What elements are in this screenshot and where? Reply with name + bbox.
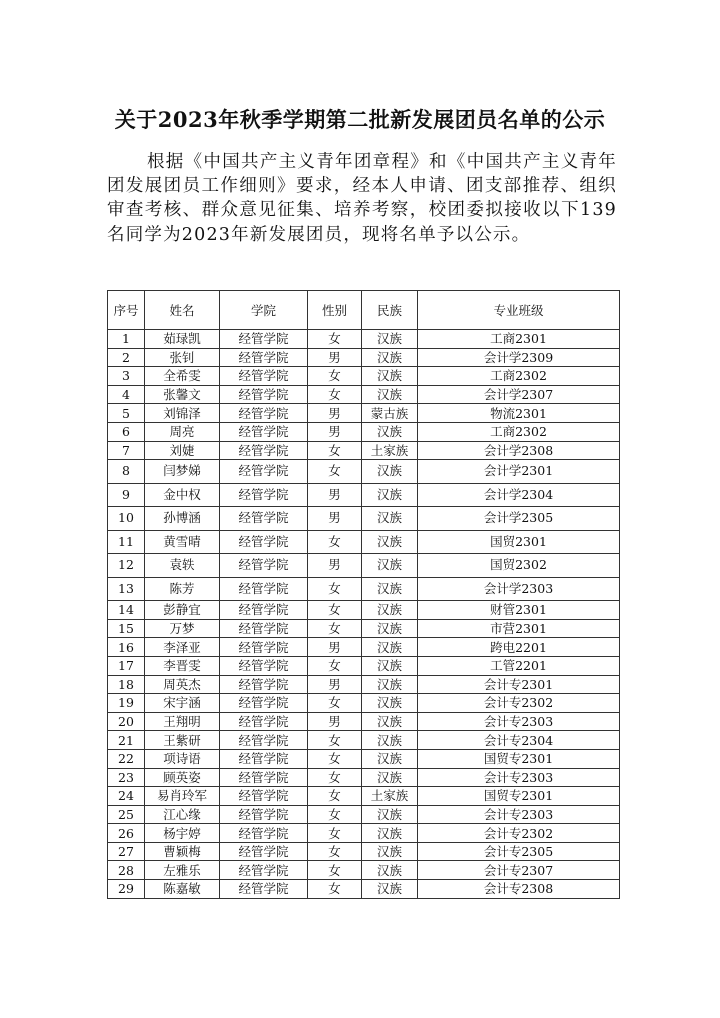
cell-seq: 23 — [108, 768, 145, 787]
cell-name: 刘婕 — [145, 441, 220, 460]
cell-name: 李泽亚 — [145, 638, 220, 657]
cell-seq: 6 — [108, 422, 145, 441]
cell-name: 张钊 — [145, 348, 220, 367]
cell-class: 会计专2303 — [418, 805, 620, 824]
cell-class: 会计专2307 — [418, 861, 620, 880]
table-row — [108, 749, 620, 768]
table-header-row — [108, 291, 620, 330]
cell-name: 左雅乐 — [145, 861, 220, 880]
cell-class: 工商2302 — [418, 367, 620, 386]
cell-college: 经管学院 — [220, 422, 308, 441]
cell-class: 会计专2304 — [418, 731, 620, 750]
cell-class: 会计专2302 — [418, 824, 620, 843]
cell-ethnicity: 汉族 — [362, 675, 418, 694]
cell-ethnicity: 汉族 — [362, 577, 418, 601]
cell-ethnicity: 汉族 — [362, 530, 418, 554]
cell-class: 国贸2301 — [418, 530, 620, 554]
cell-college: 经管学院 — [220, 507, 308, 531]
cell-college: 经管学院 — [220, 577, 308, 601]
cell-ethnicity: 汉族 — [362, 483, 418, 507]
cell-ethnicity: 汉族 — [362, 824, 418, 843]
table-row — [108, 554, 620, 578]
cell-name: 杨宇婷 — [145, 824, 220, 843]
cell-gender: 女 — [308, 880, 362, 899]
cell-name: 张馨文 — [145, 385, 220, 404]
cell-seq: 22 — [108, 749, 145, 768]
table-row — [108, 422, 620, 441]
cell-college: 经管学院 — [220, 656, 308, 675]
cell-name: 闫梦娣 — [145, 460, 220, 484]
cell-name: 茹琭凯 — [145, 330, 220, 349]
cell-college: 经管学院 — [220, 367, 308, 386]
cell-college: 经管学院 — [220, 530, 308, 554]
cell-gender: 女 — [308, 787, 362, 806]
cell-class: 会计专2308 — [418, 880, 620, 899]
cell-name: 周亮 — [145, 422, 220, 441]
cell-college: 经管学院 — [220, 601, 308, 620]
cell-college: 经管学院 — [220, 842, 308, 861]
cell-ethnicity: 汉族 — [362, 330, 418, 349]
cell-class: 市营2301 — [418, 619, 620, 638]
cell-ethnicity: 汉族 — [362, 422, 418, 441]
cell-gender: 女 — [308, 861, 362, 880]
cell-college: 经管学院 — [220, 731, 308, 750]
cell-gender: 男 — [308, 507, 362, 531]
cell-gender: 女 — [308, 530, 362, 554]
cell-gender: 男 — [308, 404, 362, 423]
cell-college: 经管学院 — [220, 330, 308, 349]
cell-gender: 男 — [308, 483, 362, 507]
cell-seq: 16 — [108, 638, 145, 657]
cell-college: 经管学院 — [220, 460, 308, 484]
cell-name: 金中权 — [145, 483, 220, 507]
cell-gender: 男 — [308, 712, 362, 731]
cell-seq: 2 — [108, 348, 145, 367]
cell-name: 王紫研 — [145, 731, 220, 750]
table-row — [108, 507, 620, 531]
cell-ethnicity: 汉族 — [362, 619, 418, 638]
table-row — [108, 861, 620, 880]
header-gender: 性别 — [308, 291, 362, 330]
cell-ethnicity: 汉族 — [362, 385, 418, 404]
cell-gender: 女 — [308, 330, 362, 349]
cell-college: 经管学院 — [220, 348, 308, 367]
table-row — [108, 483, 620, 507]
cell-class: 工商2301 — [418, 330, 620, 349]
cell-name: 陈嘉敏 — [145, 880, 220, 899]
cell-seq: 27 — [108, 842, 145, 861]
cell-college: 经管学院 — [220, 768, 308, 787]
cell-college: 经管学院 — [220, 483, 308, 507]
table-row — [108, 577, 620, 601]
cell-gender: 男 — [308, 348, 362, 367]
cell-gender: 女 — [308, 577, 362, 601]
table-row — [108, 638, 620, 657]
cell-seq: 11 — [108, 530, 145, 554]
cell-ethnicity: 汉族 — [362, 694, 418, 713]
cell-seq: 5 — [108, 404, 145, 423]
table-row — [108, 824, 620, 843]
cell-college: 经管学院 — [220, 712, 308, 731]
cell-class: 跨电2201 — [418, 638, 620, 657]
table-row — [108, 441, 620, 460]
cell-ethnicity: 汉族 — [362, 768, 418, 787]
cell-class: 会计学2308 — [418, 441, 620, 460]
cell-name: 顾英姿 — [145, 768, 220, 787]
cell-seq: 20 — [108, 712, 145, 731]
table-row — [108, 675, 620, 694]
cell-ethnicity: 汉族 — [362, 507, 418, 531]
cell-ethnicity: 汉族 — [362, 601, 418, 620]
header-class: 专业班级 — [418, 291, 620, 330]
cell-gender: 女 — [308, 601, 362, 620]
cell-seq: 13 — [108, 577, 145, 601]
table-row — [108, 880, 620, 899]
cell-seq: 18 — [108, 675, 145, 694]
cell-class: 会计学2309 — [418, 348, 620, 367]
cell-seq: 1 — [108, 330, 145, 349]
table-row — [108, 787, 620, 806]
cell-college: 经管学院 — [220, 824, 308, 843]
cell-ethnicity: 汉族 — [362, 554, 418, 578]
cell-name: 李晋雯 — [145, 656, 220, 675]
cell-seq: 29 — [108, 880, 145, 899]
cell-name: 刘锦泽 — [145, 404, 220, 423]
cell-college: 经管学院 — [220, 404, 308, 423]
cell-college: 经管学院 — [220, 694, 308, 713]
table-row — [108, 330, 620, 349]
cell-ethnicity: 汉族 — [362, 749, 418, 768]
cell-ethnicity: 汉族 — [362, 460, 418, 484]
cell-name: 曹颖梅 — [145, 842, 220, 861]
cell-ethnicity: 蒙古族 — [362, 404, 418, 423]
table-row — [108, 731, 620, 750]
header-seq: 序号 — [108, 291, 145, 330]
header-name: 姓名 — [145, 291, 220, 330]
cell-gender: 男 — [308, 554, 362, 578]
table-row — [108, 530, 620, 554]
notice-paragraph: 根据《中国共产主义青年团章程》和《中国共产主义青年团发展团员工作细则》要求，经本人申请、团支部推荐、组织审查考核、群众意见征集、培养考察，校团委拟接收以下139名同学为2023年新发展团员，现将名单予以公示。 — [107, 152, 617, 245]
cell-class: 工商2302 — [418, 422, 620, 441]
cell-seq: 3 — [108, 367, 145, 386]
cell-gender: 女 — [308, 385, 362, 404]
cell-class: 国贸专2301 — [418, 787, 620, 806]
cell-seq: 14 — [108, 601, 145, 620]
cell-seq: 21 — [108, 731, 145, 750]
cell-name: 王翔明 — [145, 712, 220, 731]
cell-gender: 女 — [308, 824, 362, 843]
cell-seq: 8 — [108, 460, 145, 484]
cell-name: 陈芳 — [145, 577, 220, 601]
table-row — [108, 712, 620, 731]
cell-college: 经管学院 — [220, 749, 308, 768]
cell-name: 黄雪晴 — [145, 530, 220, 554]
cell-seq: 4 — [108, 385, 145, 404]
cell-college: 经管学院 — [220, 619, 308, 638]
cell-ethnicity: 土家族 — [362, 441, 418, 460]
cell-class: 会计专2303 — [418, 712, 620, 731]
cell-college: 经管学院 — [220, 880, 308, 899]
cell-seq: 7 — [108, 441, 145, 460]
cell-class: 物流2301 — [418, 404, 620, 423]
cell-gender: 男 — [308, 638, 362, 657]
cell-class: 会计专2302 — [418, 694, 620, 713]
table-row — [108, 656, 620, 675]
cell-seq: 10 — [108, 507, 145, 531]
cell-gender: 女 — [308, 805, 362, 824]
cell-gender: 女 — [308, 619, 362, 638]
cell-college: 经管学院 — [220, 554, 308, 578]
cell-ethnicity: 汉族 — [362, 861, 418, 880]
cell-seq: 25 — [108, 805, 145, 824]
cell-class: 会计学2304 — [418, 483, 620, 507]
cell-name: 江心缘 — [145, 805, 220, 824]
cell-class: 财管2301 — [418, 601, 620, 620]
cell-seq: 9 — [108, 483, 145, 507]
page-title: 关于2023年秋季学期第二批新发展团员名单的公示 — [114, 107, 606, 132]
cell-college: 经管学院 — [220, 675, 308, 694]
table-row — [108, 768, 620, 787]
cell-college: 经管学院 — [220, 441, 308, 460]
cell-seq: 24 — [108, 787, 145, 806]
cell-name: 项诗语 — [145, 749, 220, 768]
cell-seq: 28 — [108, 861, 145, 880]
cell-ethnicity: 汉族 — [362, 805, 418, 824]
cell-seq: 15 — [108, 619, 145, 638]
cell-name: 彭静宜 — [145, 601, 220, 620]
cell-ethnicity: 汉族 — [362, 712, 418, 731]
cell-seq: 12 — [108, 554, 145, 578]
cell-ethnicity: 汉族 — [362, 638, 418, 657]
cell-college: 经管学院 — [220, 787, 308, 806]
header-college: 学院 — [220, 291, 308, 330]
cell-ethnicity: 汉族 — [362, 367, 418, 386]
member-table — [107, 290, 620, 899]
cell-class: 会计学2307 — [418, 385, 620, 404]
cell-gender: 女 — [308, 367, 362, 386]
cell-name: 宋宇涵 — [145, 694, 220, 713]
table-row — [108, 348, 620, 367]
cell-class: 会计专2301 — [418, 675, 620, 694]
cell-ethnicity: 汉族 — [362, 656, 418, 675]
cell-gender: 男 — [308, 422, 362, 441]
cell-gender: 女 — [308, 842, 362, 861]
cell-college: 经管学院 — [220, 385, 308, 404]
cell-college: 经管学院 — [220, 805, 308, 824]
cell-gender: 女 — [308, 441, 362, 460]
cell-ethnicity: 汉族 — [362, 731, 418, 750]
cell-college: 经管学院 — [220, 861, 308, 880]
cell-college: 经管学院 — [220, 638, 308, 657]
cell-class: 国贸2302 — [418, 554, 620, 578]
cell-gender: 女 — [308, 768, 362, 787]
cell-class: 会计专2303 — [418, 768, 620, 787]
table-row — [108, 619, 620, 638]
cell-name: 全希雯 — [145, 367, 220, 386]
cell-seq: 17 — [108, 656, 145, 675]
cell-seq: 26 — [108, 824, 145, 843]
cell-gender: 女 — [308, 749, 362, 768]
cell-ethnicity: 土家族 — [362, 787, 418, 806]
cell-class: 会计学2303 — [418, 577, 620, 601]
table-row — [108, 460, 620, 484]
cell-name: 易肖玲军 — [145, 787, 220, 806]
table-row — [108, 385, 620, 404]
cell-class: 工管2201 — [418, 656, 620, 675]
cell-class: 会计学2301 — [418, 460, 620, 484]
cell-seq: 19 — [108, 694, 145, 713]
cell-gender: 女 — [308, 460, 362, 484]
table-row — [108, 694, 620, 713]
table-row — [108, 601, 620, 620]
table-row — [108, 842, 620, 861]
cell-name: 周英杰 — [145, 675, 220, 694]
cell-ethnicity: 汉族 — [362, 348, 418, 367]
cell-gender: 男 — [308, 675, 362, 694]
table-row — [108, 805, 620, 824]
table-row — [108, 367, 620, 386]
header-ethnicity: 民族 — [362, 291, 418, 330]
table-row — [108, 404, 620, 423]
cell-gender: 女 — [308, 731, 362, 750]
cell-gender: 女 — [308, 694, 362, 713]
cell-ethnicity: 汉族 — [362, 842, 418, 861]
cell-class: 会计专2305 — [418, 842, 620, 861]
cell-name: 万梦 — [145, 619, 220, 638]
cell-class: 国贸专2301 — [418, 749, 620, 768]
cell-name: 袁轶 — [145, 554, 220, 578]
cell-ethnicity: 汉族 — [362, 880, 418, 899]
cell-class: 会计学2305 — [418, 507, 620, 531]
cell-name: 孙博涵 — [145, 507, 220, 531]
cell-gender: 女 — [308, 656, 362, 675]
